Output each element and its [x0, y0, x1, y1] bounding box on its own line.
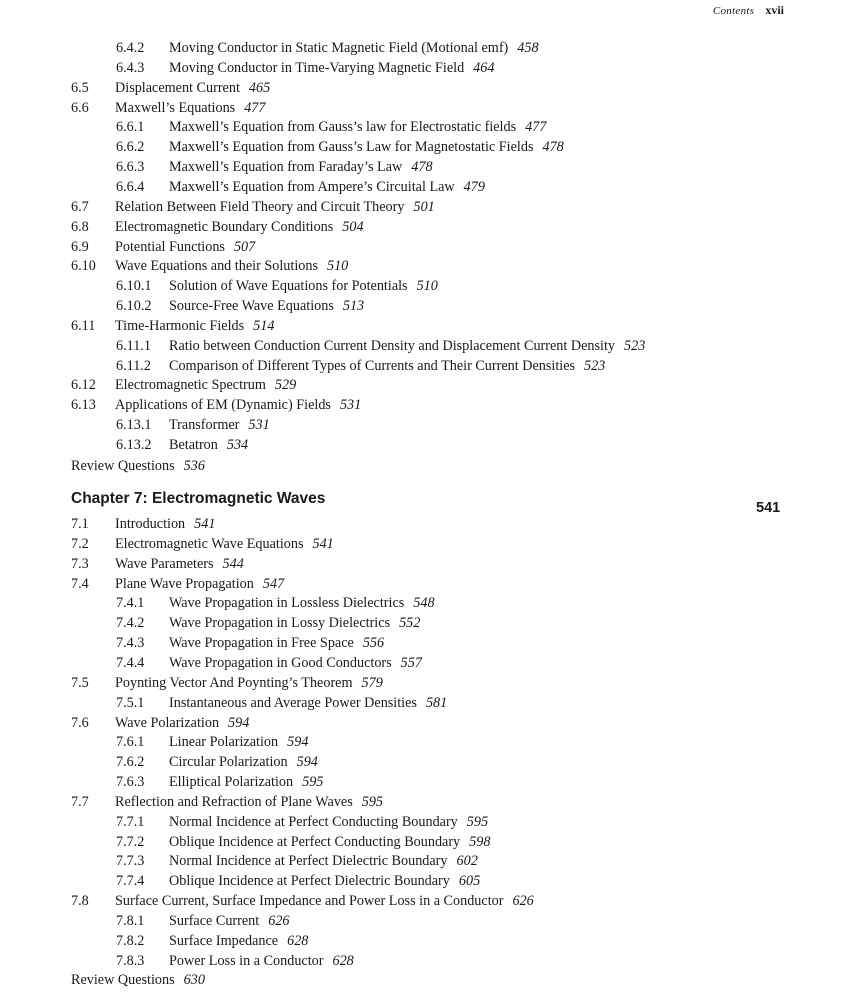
entry-title: Wave Parameters: [115, 555, 214, 572]
entry-page: 464: [473, 59, 495, 76]
entry-title: Normal Incidence at Perfect Dielectric Boundary: [169, 853, 448, 870]
entry-number: 6.11.1: [116, 337, 151, 354]
entry-number: 7.7: [71, 793, 89, 810]
entry-page: 507: [233, 238, 256, 255]
header-label: Contents: [712, 5, 755, 17]
entry-page: 523: [584, 357, 606, 374]
toc-entry: [116, 732, 308, 752]
entry-title: Review Questions: [71, 458, 175, 474]
entry-title: Comparison of Different Types of Currents and Their Current Densities: [169, 357, 576, 374]
entry-title: Ratio between Conduction Current Density and Displacement Current Density: [169, 337, 616, 354]
entry-title: Reflection and Refraction of Plane Waves: [115, 793, 353, 810]
entry-title: Maxwell’s Equation from Gauss’s Law for Magnetostatic Fields: [169, 139, 534, 156]
entry-number: 6.6.3: [116, 159, 145, 176]
entry-number: 6.11: [71, 317, 96, 334]
entry-page: 510: [416, 278, 438, 295]
entry-title: Wave Equations and their Solutions: [115, 258, 318, 275]
entry-title: Maxwell’s Equations: [115, 99, 236, 116]
toc-entry: [71, 792, 383, 812]
entry-title: Wave Propagation in Lossy Dielectrics: [169, 615, 391, 632]
chapter-page-number: 541: [756, 500, 781, 516]
entry-title: Time-Harmonic Fields: [115, 317, 245, 334]
toc-entry: [71, 78, 270, 98]
entry-title: Solution of Wave Equations for Potentials: [169, 278, 408, 295]
toc-entry: [71, 395, 361, 415]
entry-title: Source-Free Wave Equations: [169, 298, 334, 315]
entry-page: 598: [469, 833, 491, 850]
entry-page: 514: [253, 317, 275, 334]
entry-number: 7.4.3: [116, 635, 145, 652]
entry-number: 7.6.2: [116, 754, 145, 771]
entry-title: Power Loss in a Conductor: [169, 952, 324, 969]
entry-page: 529: [274, 377, 297, 394]
entry-page: 628: [332, 952, 354, 969]
entry-number: 7.4: [71, 575, 89, 592]
toc-entry: [71, 514, 215, 534]
entry-page: 536: [183, 458, 205, 474]
toc-entry: [116, 911, 290, 931]
entry-number: 7.1: [71, 516, 89, 532]
entry-title: Oblique Incidence at Perfect Dielectric Boundary: [169, 873, 450, 890]
toc-entry: [116, 693, 447, 713]
entry-number: 6.13.1: [116, 417, 152, 434]
entry-page: 626: [512, 893, 534, 910]
entry-title: Surface Current, Surface Impedance and Power Loss in a Conductor: [115, 893, 504, 910]
header-page-number: xvii: [765, 3, 784, 17]
entry-title: Elliptical Polarization: [169, 774, 294, 791]
entry-page: 594: [228, 714, 250, 731]
entry-page: 628: [287, 932, 309, 949]
entry-number: 7.6: [71, 714, 89, 731]
entry-number: 7.5.1: [116, 694, 145, 711]
entry-page: 544: [222, 555, 244, 572]
toc-entry: [71, 217, 364, 237]
entry-page: 534: [226, 437, 249, 453]
toc-entry: [116, 58, 494, 78]
entry-number: 6.8: [71, 218, 89, 235]
entry-page: 523: [624, 337, 646, 354]
entry-title: Maxwell’s Equation from Gauss’s law for Electrostatic fields: [169, 119, 517, 136]
entry-page: 513: [342, 298, 365, 315]
toc-entry: [71, 534, 334, 554]
entry-number: 7.4.4: [116, 654, 145, 671]
chapter-heading: Chapter 7: Electromagnetic Waves: [71, 490, 326, 507]
entry-number: 6.10.1: [116, 278, 152, 295]
entry-page: 595: [466, 813, 489, 830]
entry-page: 552: [399, 615, 421, 632]
entry-page: 510: [326, 258, 349, 275]
entry-title: Electromagnetic Spectrum: [115, 377, 266, 394]
review-questions-entry: [71, 456, 205, 476]
entry-number: 6.12: [71, 377, 96, 394]
entry-title: Wave Propagation in Lossless Dielectrics: [169, 595, 405, 612]
entry-title: Instantaneous and Average Power Densities: [169, 694, 417, 711]
toc-entry: [116, 931, 308, 951]
entry-title: Moving Conductor in Time-Varying Magnetic Field: [169, 59, 465, 76]
toc-entry: [116, 653, 422, 673]
entry-title: Relation Between Field Theory and Circuit Theory: [115, 198, 405, 215]
entry-title: Electromagnetic Boundary Conditions: [115, 218, 334, 235]
entry-page: 556: [362, 635, 385, 652]
entry-number: 7.6.1: [116, 734, 145, 751]
entry-page: 501: [413, 198, 435, 215]
entry-page: 547: [262, 575, 285, 592]
entry-number: 6.5: [71, 79, 89, 96]
entry-number: 6.4.2: [116, 40, 145, 56]
entry-title: Potential Functions: [115, 238, 225, 255]
entry-page: 579: [361, 674, 383, 691]
toc-entry: [116, 851, 478, 871]
entry-number: 6.9: [71, 238, 89, 255]
toc-entry: [116, 593, 435, 613]
toc-entry: [71, 197, 435, 217]
toc-entry: [116, 177, 485, 197]
toc-entry: [116, 832, 490, 852]
entry-number: 6.10: [71, 258, 96, 275]
entry-title: Plane Wave Propagation: [115, 575, 254, 592]
toc-entry: [116, 276, 438, 296]
entry-page: 478: [542, 139, 564, 156]
toc-entry: [116, 871, 480, 891]
entry-title: Introduction: [115, 516, 186, 532]
entry-title: Poynting Vector And Poynting’s Theorem: [115, 674, 353, 691]
toc-entry: [116, 157, 433, 177]
entry-number: 7.7.4: [116, 873, 145, 890]
entry-title: Oblique Incidence at Perfect Conducting Boundary: [169, 833, 461, 850]
entry-title: Review Questions: [71, 972, 175, 988]
entry-page: 479: [463, 178, 485, 195]
entry-number: 6.6.1: [116, 119, 145, 136]
toc-entry: [71, 673, 383, 693]
toc-entry: [71, 98, 265, 118]
entry-number: 7.2: [71, 535, 89, 552]
entry-page: 594: [287, 734, 309, 751]
entry-title: Betatron: [169, 437, 218, 453]
entry-title: Moving Conductor in Static Magnetic Field (Motional emf): [169, 40, 509, 56]
entry-number: 6.13.2: [116, 437, 152, 453]
entry-title: Normal Incidence at Perfect Conducting Boundary: [169, 813, 458, 830]
entry-number: 7.8.2: [116, 932, 145, 949]
toc-entry: [116, 951, 354, 971]
entry-number: 7.7.3: [116, 853, 145, 870]
entry-number: 7.7.2: [116, 833, 145, 850]
entry-page: 557: [400, 654, 422, 671]
entry-page: 478: [411, 159, 433, 176]
entry-page: 581: [425, 694, 448, 711]
toc-entry: [71, 574, 284, 594]
toc-entry: [116, 812, 488, 832]
entry-page: 465: [248, 79, 271, 96]
entry-page: 548: [413, 595, 435, 612]
toc-entry: [71, 316, 274, 336]
entry-number: 6.10.2: [116, 298, 152, 315]
toc-entry: [71, 237, 255, 257]
entry-page: 531: [339, 397, 362, 414]
entry-number: 7.8.3: [116, 952, 145, 969]
review-questions-entry: [71, 970, 205, 990]
entry-title: Surface Current: [169, 913, 260, 929]
entry-page: 595: [361, 793, 384, 810]
entry-page: 477: [244, 99, 266, 116]
entry-number: 7.4.2: [116, 615, 145, 632]
entry-number: 7.4.1: [116, 595, 145, 612]
entry-page: 602: [456, 853, 478, 870]
entry-title: Wave Polarization: [115, 714, 220, 731]
entry-number: 7.7.1: [116, 813, 145, 830]
entry-title: Circular Polarization: [169, 754, 288, 771]
entry-page: 458: [517, 40, 539, 56]
entry-page: 626: [268, 913, 290, 929]
entry-title: Surface Impedance: [169, 932, 279, 949]
toc-entry: [116, 137, 564, 157]
entry-page: 531: [248, 417, 270, 434]
entry-number: 6.6.2: [116, 139, 145, 156]
entry-number: 7.6.3: [116, 774, 145, 791]
entry-number: 6.4.3: [116, 59, 145, 76]
entry-number: 6.6.4: [116, 178, 145, 195]
entry-number: 7.8.1: [116, 913, 145, 929]
entry-title: Applications of EM (Dynamic) Fields: [115, 397, 331, 414]
entry-page: 541: [194, 516, 216, 532]
toc-entry: [71, 554, 244, 574]
entry-number: 7.8: [71, 893, 89, 910]
toc-entry: [71, 891, 534, 911]
toc-entry: [116, 336, 645, 356]
entry-title: Displacement Current: [115, 79, 240, 96]
toc-entry: [116, 613, 420, 633]
entry-title: Linear Polarization: [169, 734, 279, 751]
toc-entry: [71, 713, 249, 733]
toc-entry: [116, 415, 270, 435]
entry-page: 477: [525, 119, 547, 136]
toc-entry: [116, 296, 364, 316]
entry-page: 504: [342, 218, 364, 235]
toc-entry: [116, 356, 605, 376]
toc-entry: [71, 375, 296, 395]
entry-page: 595: [302, 774, 324, 791]
toc-entry: [71, 256, 348, 276]
toc-entry: [116, 117, 546, 137]
toc-entry: [116, 772, 323, 792]
entry-page: 541: [312, 535, 334, 552]
entry-title: Transformer: [169, 417, 240, 434]
entry-title: Wave Propagation in Good Conductors: [169, 654, 392, 671]
entry-title: Electromagnetic Wave Equations: [115, 535, 304, 552]
toc-entry: [116, 633, 384, 653]
entry-page: 594: [296, 754, 318, 771]
entry-title: Maxwell’s Equation from Faraday’s Law: [169, 159, 403, 176]
entry-number: 7.5: [71, 674, 89, 691]
entry-page: 605: [458, 873, 481, 890]
entry-page: 630: [183, 972, 205, 988]
toc-entry: [116, 38, 539, 58]
toc-entry: [116, 435, 248, 455]
entry-title: Wave Propagation in Free Space: [169, 635, 354, 652]
entry-number: 7.3: [71, 555, 89, 572]
entry-title: Maxwell’s Equation from Ampere’s Circuital Law: [169, 178, 455, 195]
entry-number: 6.7: [71, 198, 89, 215]
entry-number: 6.11.2: [116, 357, 151, 374]
entry-number: 6.6: [71, 99, 89, 116]
toc-entry: [116, 752, 318, 772]
entry-number: 6.13: [71, 397, 96, 414]
